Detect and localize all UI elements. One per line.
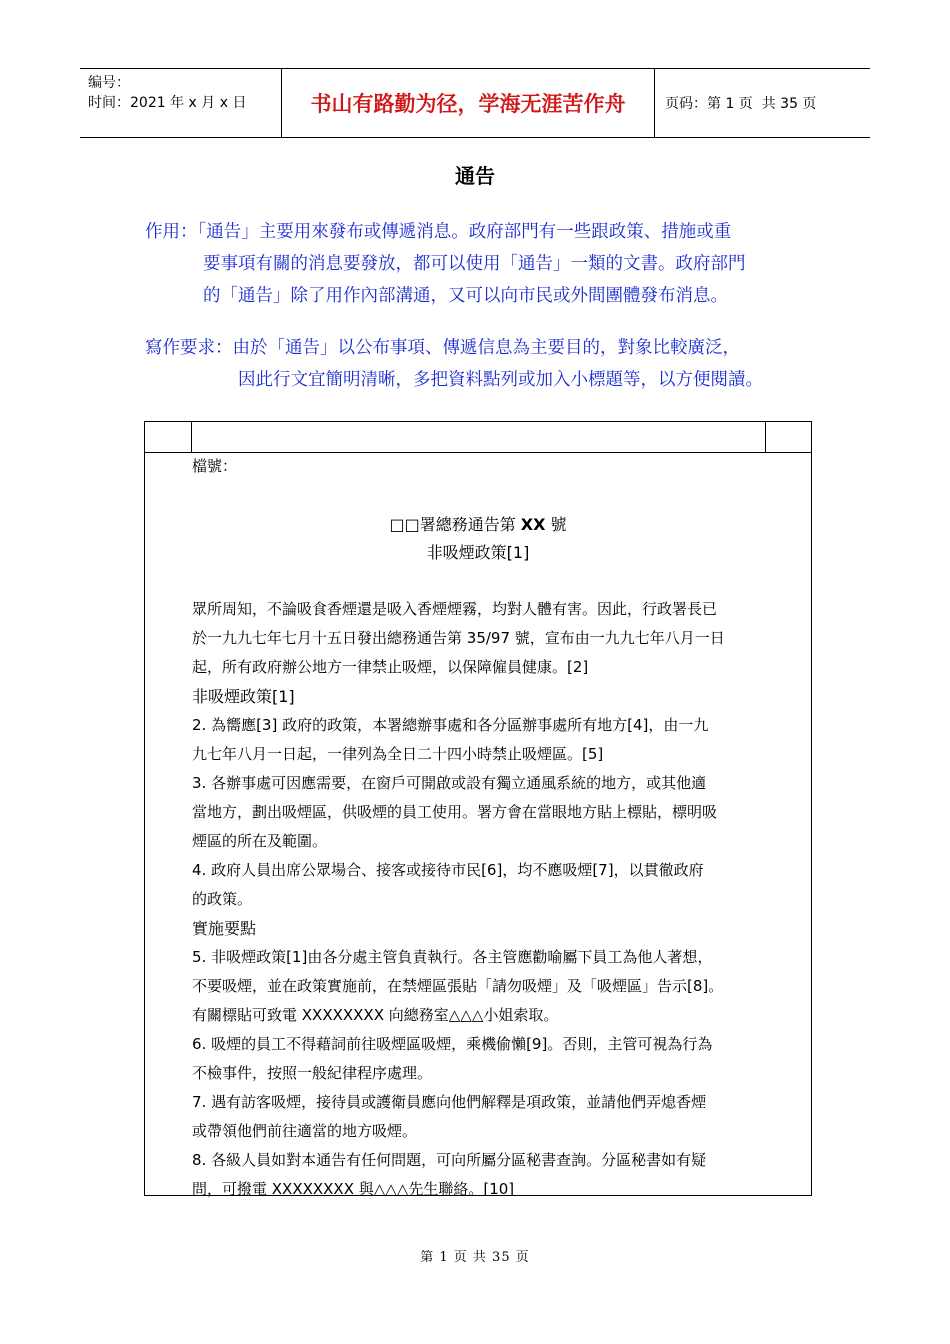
- purpose-paragraph: [145, 216, 825, 312]
- page-title: 通告: [455, 164, 495, 188]
- body-line: 不檢事件，按照一般紀律程序處理。: [192, 1064, 433, 1082]
- body-line: 眾所周知，不論吸食香煙還是吸入香煙煙霧，均對人體有害。因此，行政署長已: [192, 600, 718, 618]
- page-footer: 第 1 页 共 35 页: [420, 1250, 530, 1265]
- file-number: 檔號：: [192, 457, 238, 475]
- notice-top-row: [145, 422, 811, 453]
- motto: 书山有路勤为径，学海无涯苦作舟: [282, 69, 655, 137]
- body-line: 6. 吸煙的員工不得藉詞前往吸煙區吸煙，乘機偷懶[9]。否則，主管可視為行為: [192, 1035, 713, 1053]
- body-line: 煙區的所在及範圍。: [192, 832, 328, 850]
- body-line: 於一九九七年七月十五日發出總務通告第 35/97 號，宣布由一九九七年八月一日: [192, 629, 725, 647]
- requirement-line: 寫作要求：由於「通告」以公布事項、傳遞信息為主要目的，對象比較廣泛，: [145, 338, 740, 358]
- body-line: 5. 非吸煙政策[1]由各分處主管負責執行。各主管應勸喻屬下員工為他人著想，: [192, 948, 713, 966]
- body-line: 有關標貼可致電 XXXXXXXX 向總務室△△△小姐索取。: [192, 1006, 559, 1024]
- body-line: 4. 政府人員出席公眾場合、接客或接待市民[6]，均不應吸煙[7]，以貫徹政府: [192, 861, 704, 879]
- page-info-cell: [655, 69, 870, 137]
- purpose-line: 作用：「通告」主要用來發布或傳遞消息。政府部門有一些跟政策、措施或重: [145, 222, 732, 242]
- notice-subheading: 非吸煙政策[1]: [426, 543, 530, 562]
- notice-heading: [144, 512, 812, 535]
- header-table: [80, 68, 870, 138]
- date-label: 时间：2021 年 x 月 x 日: [88, 95, 247, 111]
- page-label: 页码：第 1 页 共 35 页: [665, 96, 817, 112]
- notice-heading-number: XX: [520, 515, 546, 534]
- body-line: 7. 遇有訪客吸煙，接待員或護衛員應向他們解釋是項政策，並請他們弄熄香煙: [192, 1093, 707, 1111]
- notice-body: [192, 595, 767, 1204]
- body-line: 2. 為嚮應[3] 政府的政策，本署總辦事處和各分區辦事處所有地方[4]，由一九: [192, 716, 709, 734]
- body-line: 或帶領他們前往適當的地方吸煙。: [192, 1122, 418, 1140]
- notice-heading-suffix: 號: [545, 515, 567, 534]
- body-line: 3. 各辦事處可因應需要，在窗戶可開啟或設有獨立通風系統的地方，或其他適: [192, 774, 707, 792]
- section-heading: 非吸煙政策[1]: [192, 687, 295, 706]
- purpose-line: 要事項有關的消息要發放，都可以使用「通告」一類的文書。政府部門: [203, 254, 746, 274]
- body-line: 九七年八月一日起，一律列為全日二十四小時禁止吸煙區。[5]: [192, 745, 604, 763]
- notice-divider: [765, 422, 766, 452]
- body-line: 8. 各級人員如對本通告有任何問題，可向所屬分區秘書查詢。分區秘書如有疑: [192, 1151, 707, 1169]
- requirement-line: 因此行文宜簡明清晰，多把資料點列或加入小標題等，以方便閱讀。: [238, 370, 763, 390]
- body-line: 起，所有政府辦公地方一律禁止吸煙，以保障僱員健康。[2]: [192, 658, 589, 676]
- body-line: 的政策。: [192, 890, 253, 908]
- requirement-paragraph: [145, 332, 835, 396]
- notice-divider: [191, 422, 192, 452]
- body-line: 不要吸煙，並在政策實施前，在禁煙區張貼「請勿吸煙」及「吸煙區」告示[8]。: [192, 977, 724, 995]
- header-meta-cell: [80, 69, 282, 137]
- section-heading: 實施要點: [192, 919, 257, 938]
- body-line: 問，可撥電 XXXXXXXX 與△△△先生聯絡。[10]: [192, 1180, 515, 1198]
- number-label: 编号：: [88, 75, 130, 91]
- body-line: 當地方，劃出吸煙區，供吸煙的員工使用。署方會在當眼地方貼上標貼，標明吸: [192, 803, 718, 821]
- notice-heading-prefix: □□署總務通告第: [389, 515, 521, 534]
- purpose-line: 的「通告」除了用作內部溝通，又可以向市民或外間團體發布消息。: [203, 286, 728, 306]
